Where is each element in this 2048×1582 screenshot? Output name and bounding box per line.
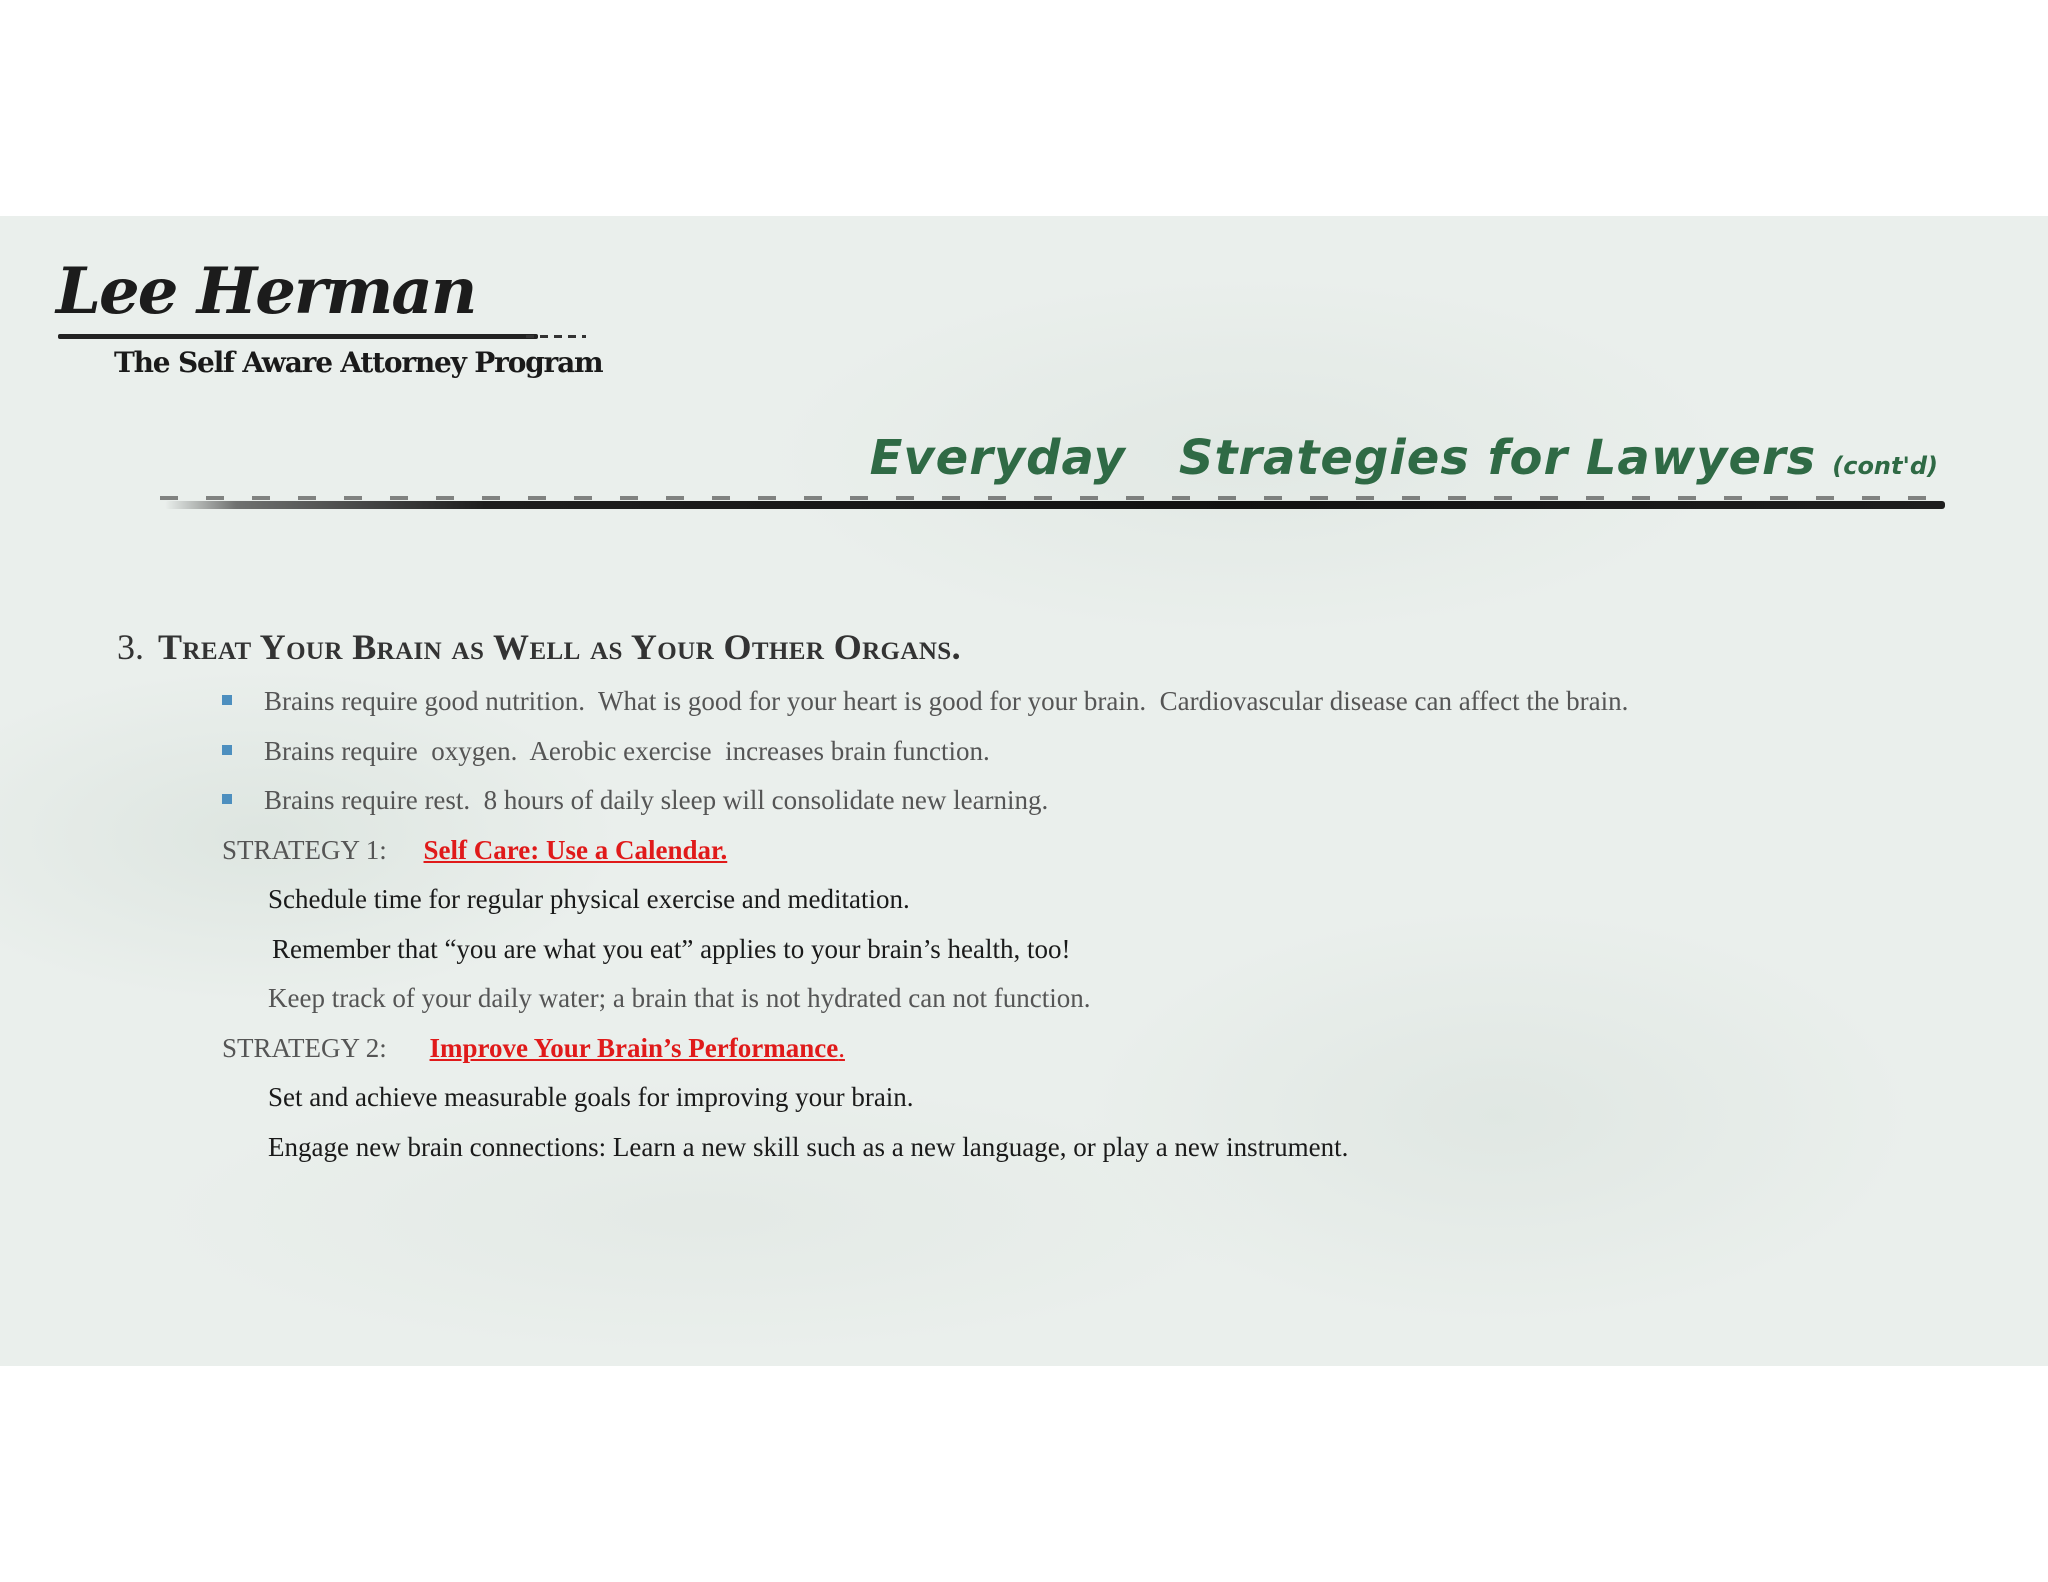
logo <box>56 254 616 404</box>
section-number: 3. <box>117 627 144 667</box>
logo-underline-dashes <box>526 335 586 338</box>
bullet-item <box>222 686 1628 717</box>
bullet-text: Brains require rest. 8 hours of daily sleep will consolidate new learning. <box>264 785 1049 815</box>
strategy-2-line: Set and achieve measurable goals for improving your brain. <box>268 1082 914 1112</box>
slide <box>0 216 2048 1366</box>
bullet-text: Brains require oxygen. Aerobic exercise increases brain function. <box>264 736 990 766</box>
logo-tagline: The Self Aware Attorney Program <box>114 346 603 379</box>
bullet-square-icon <box>222 745 232 755</box>
strategy-2-label: STRATEGY 2: <box>222 1033 387 1063</box>
logo-underline <box>58 334 538 339</box>
section-heading <box>117 626 961 668</box>
logo-signature: Lee Herman <box>56 254 476 329</box>
bullet-item <box>222 785 1048 816</box>
strategy-1-row <box>222 835 727 866</box>
strategy-1-line: Schedule time for regular physical exercise and meditation. <box>268 884 910 914</box>
strategy-1-label: STRATEGY 1: <box>222 835 387 865</box>
bullet-item <box>222 736 990 767</box>
title-rule <box>165 501 1945 509</box>
bullet-square-icon <box>222 695 232 705</box>
slide-title-suffix: (cont'd) <box>1832 452 1938 480</box>
slide-title <box>870 430 1938 486</box>
bullet-square-icon <box>222 794 232 804</box>
bullet-text: Brains require good nutrition. What is good for your heart is good for your brain. Cardiovascular disease can affect the brain. <box>264 686 1629 716</box>
slide-title-main: Everyday Strategies for Lawyers <box>869 430 1817 486</box>
title-rule-ticks <box>160 496 1940 500</box>
section-heading-text: Treat Your Brain as Well as Your Other Organs. <box>158 627 962 667</box>
strategy-2-link-suffix: . <box>838 1033 845 1063</box>
strategy-2-link[interactable]: Improve Your Brain’s Performance <box>429 1033 839 1063</box>
strategy-2-row <box>222 1033 845 1064</box>
strategy-2-line: Engage new brain connections: Learn a new skill such as a new language, or play a new instrument. <box>268 1132 1349 1162</box>
strategy-1-link[interactable]: Self Care: Use a Calendar. <box>423 835 728 865</box>
strategy-1-line: Keep track of your daily water; a brain that is not hydrated can not function. <box>268 983 1091 1013</box>
strategy-1-line: Remember that “you are what you eat” applies to your brain’s health, too! <box>272 934 1071 964</box>
